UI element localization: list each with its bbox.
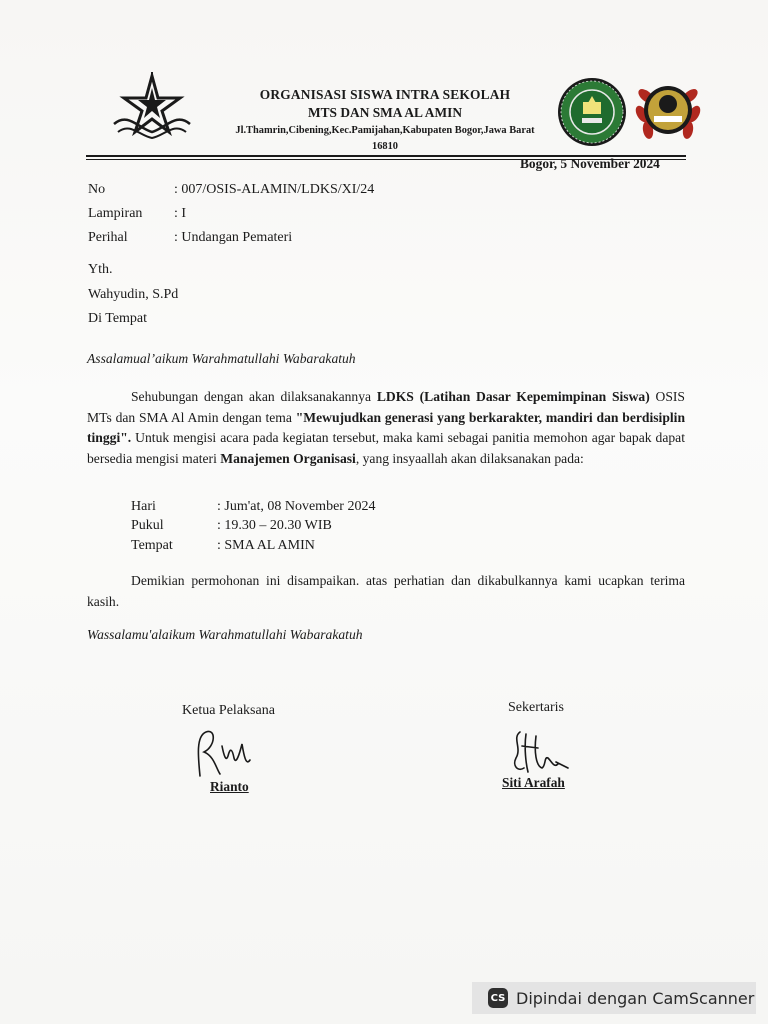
body-topic: Manajemen Organisasi xyxy=(220,450,356,466)
address-line-1: Jl.Thamrin,Cibening,Kec.Pamijahan,Kabupaten Bogor,Jawa Barat xyxy=(235,125,535,136)
right-signer-role: Sekertaris xyxy=(508,700,564,715)
right-signature-icon xyxy=(508,728,572,778)
farewell: Wassalamu'alaikum Warahmatullahi Wabarakatuh xyxy=(87,627,363,642)
schedule-pukul-label: Pukul xyxy=(131,518,164,534)
letter-meta xyxy=(88,178,374,250)
camscanner-badge xyxy=(472,982,756,1014)
meta-lampiran-label: Lampiran xyxy=(88,206,143,221)
schedule-pukul-value: : 19.30 – 20.30 WIB xyxy=(217,518,332,534)
place-date: Bogor, 5 November 2024 xyxy=(520,156,660,171)
body-text-3: Untuk mengisi acara pada kegiatan tersebut, maka kami sebagai panitia memohon agar bapak dapat bersedia mengisi materi xyxy=(87,430,685,466)
recipient-salutation: Yth. xyxy=(88,262,113,277)
body-text-4: , yang insyaallah akan dilaksanakan pada: xyxy=(355,450,584,466)
schedule-hari-label: Hari xyxy=(131,498,156,514)
school-name: MTS DAN SMA AL AMIN xyxy=(307,105,462,120)
greeting: Assalamual’aikum Warahmatullahi Wabarakatuh xyxy=(87,351,356,366)
schedule-hari-value: : Jum'at, 08 November 2024 xyxy=(217,498,376,514)
recipient-place: Di Tempat xyxy=(88,311,148,326)
letterhead-text xyxy=(215,86,555,154)
right-signer-name: Siti Arafah xyxy=(502,775,565,790)
left-signature-icon xyxy=(192,726,258,782)
schedule-block xyxy=(131,497,375,556)
meta-perihal-label: Perihal xyxy=(88,230,128,245)
schedule-hari-row xyxy=(131,497,375,517)
body-theme: "Mewujudkan generasi yang berkarakter, mandiri dan berdisiplin tinggi". xyxy=(87,409,686,445)
closing-text: Demikian permohonan ini disampaikan. atas perhatian dan dikabulkannya kami ucapkan terima kasih. xyxy=(87,573,685,609)
left-signer-name: Rianto xyxy=(210,779,249,794)
meta-lampiran-value: : I xyxy=(174,206,187,221)
body-paragraph xyxy=(87,387,685,469)
schedule-pukul-row xyxy=(131,517,375,537)
sma-seal-icon xyxy=(632,74,704,148)
body-text-1: Sehubungan dengan akan dilaksanakannya xyxy=(131,389,377,404)
meta-perihal-row xyxy=(88,226,374,250)
star-logo-icon xyxy=(108,72,196,142)
body-ldks: LDKS (Latihan Dasar Kepemimpinan Siswa) xyxy=(376,389,650,404)
meta-no-row xyxy=(88,178,374,202)
org-name: ORGANISASI SISWA INTRA SEKOLAH xyxy=(259,87,511,102)
meta-perihal-value: : Undangan Pemateri xyxy=(174,230,293,245)
meta-lampiran-row xyxy=(88,202,374,226)
camscanner-label: Dipindai dengan CamScanner xyxy=(516,988,755,1008)
left-signer-role: Ketua Pelaksana xyxy=(182,703,275,718)
schedule-tempat-value: : SMA AL AMIN xyxy=(217,537,315,553)
schedule-tempat-row xyxy=(131,536,375,556)
recipient-name: Wahyudin, S.Pd xyxy=(88,287,179,302)
osis-seal-icon xyxy=(556,76,628,148)
closing-paragraph xyxy=(87,571,685,612)
address-line-2: 16810 xyxy=(372,141,398,152)
meta-no-label: No xyxy=(88,182,106,197)
meta-no-value: : 007/OSIS-ALAMIN/LDKS/XI/24 xyxy=(174,182,375,197)
camscanner-icon: CS xyxy=(488,988,508,1008)
schedule-tempat-label: Tempat xyxy=(131,537,173,553)
body-text-2: OSIS MTs dan SMA Al Amin dengan tema xyxy=(87,389,685,425)
